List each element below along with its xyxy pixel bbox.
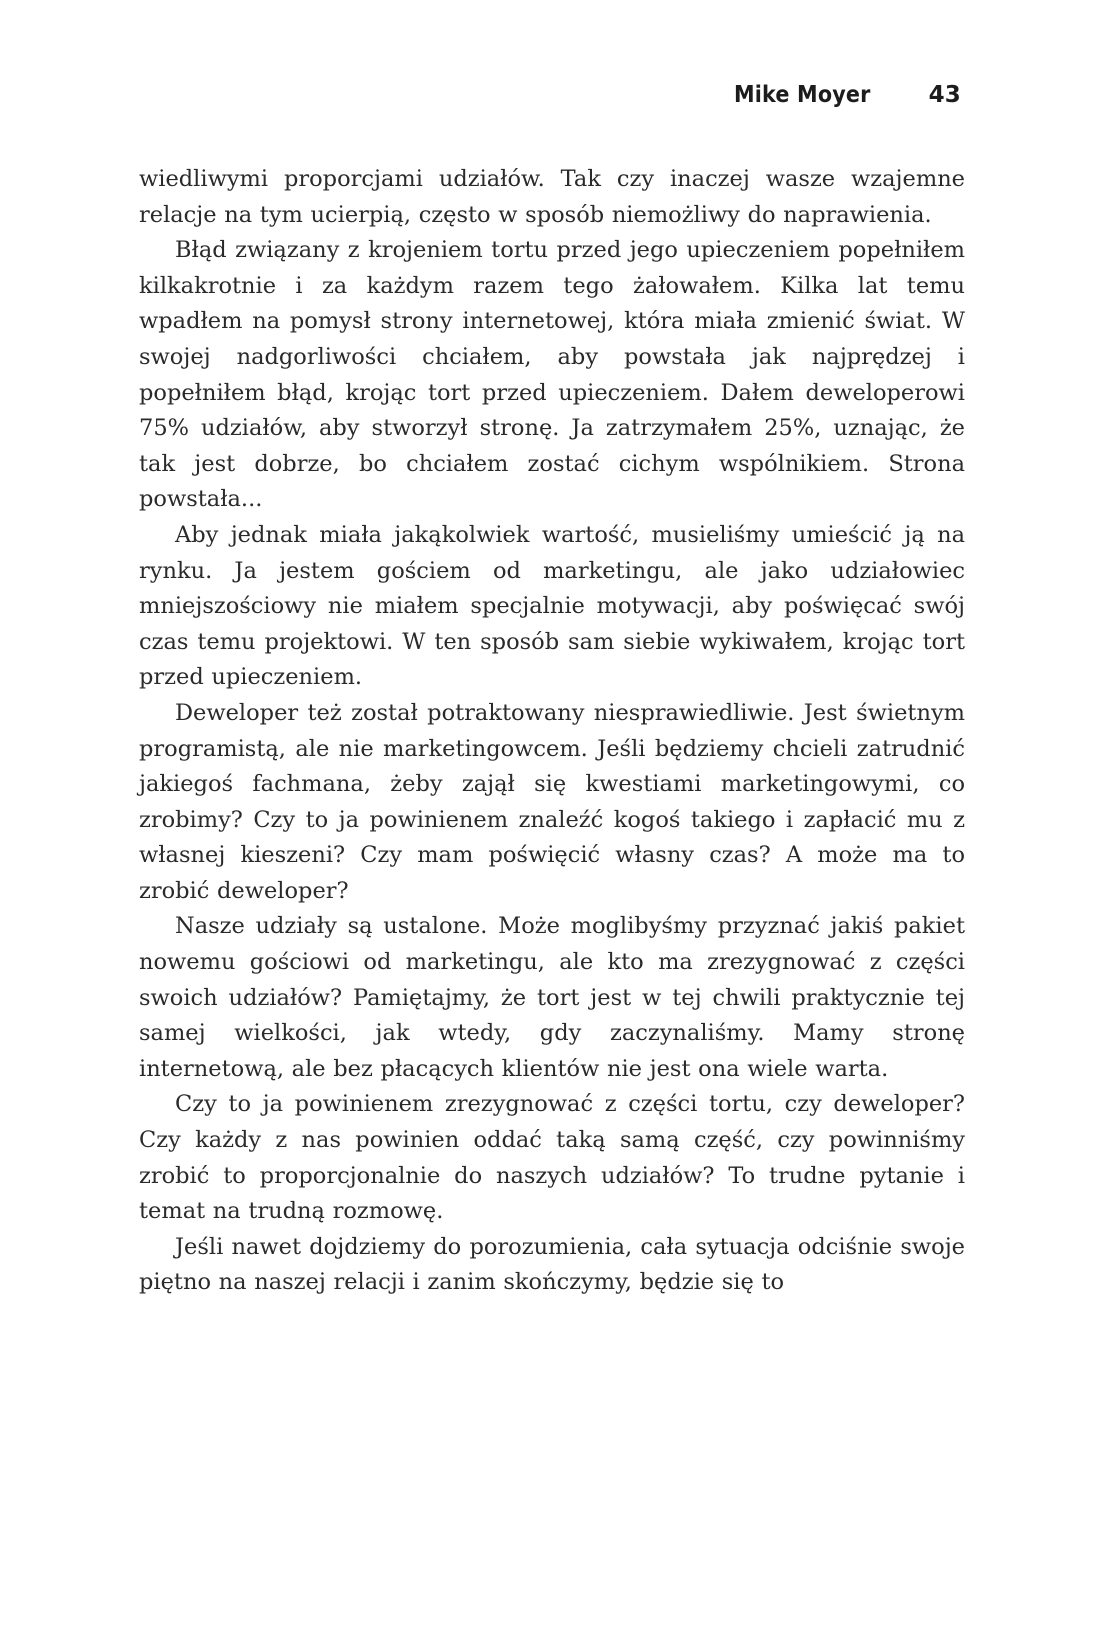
paragraph-6: Czy to ja powinienem zrezygnować z części tortu, czy deweloper? Czy każdy z nas powinien oddać taką samą część, czy powinniśmy zrobić to proporcjonalnie do naszych udziałów? To trudne pytanie i temat na trudną rozmowę.	[139, 1091, 965, 1225]
paragraph-1: wiedliwymi proporcjami udziałów. Tak czy inaczej wasze wzajemne relacje na tym ucierpią, często w sposób niemożliwy do naprawienia.	[139, 166, 965, 228]
paragraph-4: Deweloper też został potraktowany niesprawiedliwie. Jest świetnym programistą, ale nie marketingowcem. Jeśli będziemy chcieli zatrudnić jakiegoś fachmana, żeby zajął się kwestiami marketingowymi, co zrobimy? Czy to ja powinienem znaleźć kogoś takiego i zapłacić mu z własnej kieszeni? Czy mam poświęcić własny czas? A może ma to zrobić deweloper?	[139, 699, 965, 904]
paragraph-3: Aby jednak miała jakąkolwiek wartość, musieliśmy umieścić ją na rynku. Ja jestem gościem od marketingu, ale jako udziałowiec mniejszościowy nie miałem specjalnie motywacji, aby poświęcać swój czas temu projektowi. W ten sposób sam siebie wykiwałem, krojąc tort przed upieczeniem.	[139, 521, 965, 691]
paragraph-5: Nasze udziały są ustalone. Może moglibyśmy przyznać jakiś pakiet nowemu gościowi od marketingu, ale kto ma zrezygnować z części swoich udziałów? Pamiętajmy, że tort jest w tej chwili praktycznie tej samej wielkości, jak wtedy, gdy zaczynaliśmy. Mamy stronę internetową, ale bez płacących klientów nie jest ona wiele warta.	[139, 913, 965, 1082]
page-number: 43	[928, 82, 961, 108]
running-head	[734, 82, 961, 108]
author-name: Mike Moyer	[733, 82, 871, 108]
paragraph-2: Błąd związany z krojeniem tortu przed jego upieczeniem popełniłem kilkakrotnie i za każdym razem tego żałowałem. Kilka lat temu wpadłem na pomysł strony internetowej, która miała zmienić świat. W swojej nadgorliwości chciałem, aby powstała jak najprędzej i popełniłem błąd, krojąc tort przed upieczeniem. Dałem deweloperowi 75% udziałów, aby stworzył stronę. Ja zatrzymałem 25%, uznając, że tak jest dobrze, bo chciałem zostać cichym wspólnikiem. Strona powstała...	[139, 237, 965, 513]
paragraph-7: Jeśli nawet dojdziemy do porozumienia, cała sytuacja odciśnie swoje piętno na naszej relacji i zanim skończymy, będzie się to	[139, 1233, 965, 1296]
body-text	[139, 162, 965, 1301]
